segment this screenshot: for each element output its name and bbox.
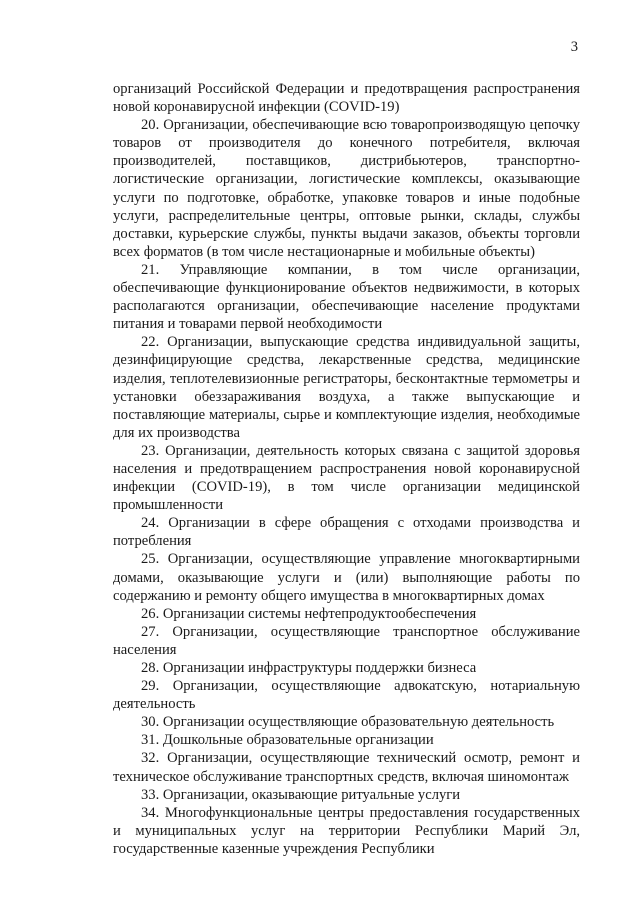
list-item-22: 22. Организации, выпускающие средства индивидуальной защиты, дезинфицирующие средства, лекарственные средства, медицинские изделия, теплотелевизионные регистраторы, бесконтактные термометры и установки обеззараживания воздуха, а также выпускающие и поставляющие материалы, сырье и комплектующие изделия, необходимые для их производства <box>113 334 580 441</box>
list-item-23: 23. Организации, деятельность которых связана с защитой здоровья населения и предотвращением распространения новой коронавирусной инфекции (COVID-19), в том числе организации медицинской промышленности <box>113 442 580 514</box>
list-item-34: 34. Многофункциональные центры предоставления государственных и муниципальных услуг на территории Республики Марий Эл, государственные казенные учреждения Республики <box>113 804 580 857</box>
paragraph-continuation: организаций Российской Федерации и предотвращения распространения новой коронавирусной инфекции (COVID-19) <box>113 81 580 116</box>
document-body <box>113 80 580 858</box>
list-item-33: 33. Организации, оказывающие ритуальные услуги <box>141 786 461 803</box>
list-item-25: 25. Организации, осуществляющие управление многоквартирными домами, оказывающие услуги и (или) выполняющие работы по содержанию и ремонту общего имущества в многоквартирных домах <box>113 551 580 604</box>
list-item-28: 28. Организации инфраструктуры поддержки бизнеса <box>141 660 477 676</box>
list-item-20: 20. Организации, обеспечивающие всю товаропроизводящую цепочку товаров от производителя до конечного потребителя, включая производителей, поставщиков, дистрибьютеров, транспортно-логистические организации, логистические комплексы, оказывающие услуги по подготовке, обработке, упаковке товаров и иные подобные услуги, распределительные центры, оптовые рынки, склады, службы доставки, курьерские службы, пункты выдачи заказов, объекты торговли всех форматов (в том числе нестационарные и мобильные объекты) <box>113 117 580 260</box>
list-item-32: 32. Организации, осуществляющие технический осмотр, ремонт и техническое обслуживание транспортных средств, включая шиномонтаж <box>113 750 580 785</box>
list-item-26: 26. Организации системы нефтепродуктообеспечения <box>141 605 477 622</box>
list-item-30: 30. Организации осуществляющие образовательную деятельность <box>141 714 555 731</box>
list-item-29: 29. Организации, осуществляющие адвокатскую, нотариальную деятельность <box>113 678 580 713</box>
list-item-27: 27. Организации, осуществляющие транспортное обслуживание населения <box>113 623 580 658</box>
list-item-21: 21. Управляющие компании, в том числе организации, обеспечивающие функционирование объектов недвижимости, в которых располагаются организации, обеспечивающие население продуктами питания и товарами первой необходимости <box>113 261 580 333</box>
page-number: 3 <box>570 39 578 55</box>
list-item-31: 31. Дошкольные образовательные организации <box>141 732 434 749</box>
list-item-24: 24. Организации в сфере обращения с отходами производства и потребления <box>113 515 580 550</box>
